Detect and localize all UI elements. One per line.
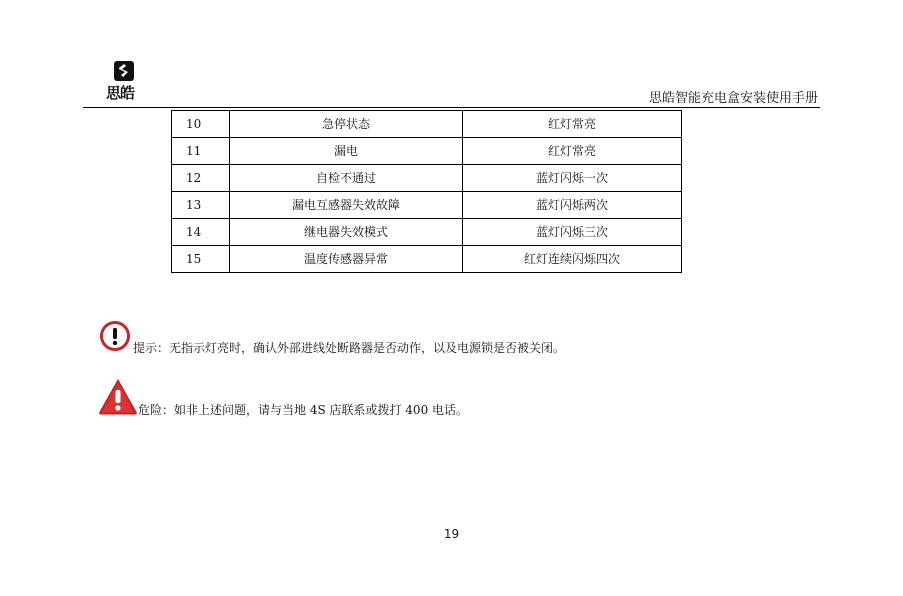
- manual-title: 思皓智能充电盒安装使用手册: [648, 91, 818, 106]
- code-indicator: 蓝灯闪烁一次: [463, 165, 682, 192]
- code-state: 急停状态: [230, 111, 463, 138]
- page-number: 19: [443, 527, 460, 541]
- code-number: 12: [172, 165, 230, 192]
- code-indicator: 蓝灯闪烁两次: [463, 192, 682, 219]
- table-row: [172, 219, 682, 246]
- table-row: [172, 192, 682, 219]
- code-number: 13: [172, 192, 230, 219]
- code-indicator: 红灯常亮: [463, 138, 682, 165]
- table-row: [172, 138, 682, 165]
- code-indicator: 红灯连续闪烁四次: [463, 246, 682, 273]
- tip-text: 提示：无指示灯亮时，确认外部进线处断路器是否动作，以及电源锁是否被关闭。: [133, 341, 566, 355]
- danger-text: 危险：如非上述问题，请与当地 4S 店联系或拨打 400 电话。: [138, 403, 469, 417]
- code-number: 11: [172, 138, 230, 165]
- code-state: 漏电: [230, 138, 463, 165]
- code-number: 15: [172, 246, 230, 273]
- logo-text: 思皓: [106, 84, 135, 102]
- code-state: 漏电互感器失效故障: [230, 192, 463, 219]
- table-row: [172, 165, 682, 192]
- code-indicator: 红灯常亮: [463, 111, 682, 138]
- status-code-table: [171, 110, 682, 273]
- brand-logo: [106, 60, 142, 104]
- danger-note: [98, 378, 468, 416]
- code-indicator: 蓝灯闪烁三次: [463, 219, 682, 246]
- code-number: 14: [172, 219, 230, 246]
- code-state: 继电器失效模式: [230, 219, 463, 246]
- warning-triangle-icon: [98, 378, 138, 416]
- code-state: 温度传感器异常: [230, 246, 463, 273]
- code-number: 10: [172, 111, 230, 138]
- header-divider: [83, 107, 820, 108]
- table-row: [172, 111, 682, 138]
- exclamation-circle-icon: [98, 320, 132, 354]
- logo-mark-icon: [113, 60, 135, 82]
- tip-note: [98, 320, 565, 354]
- code-state: 自检不通过: [230, 165, 463, 192]
- table-row: [172, 246, 682, 273]
